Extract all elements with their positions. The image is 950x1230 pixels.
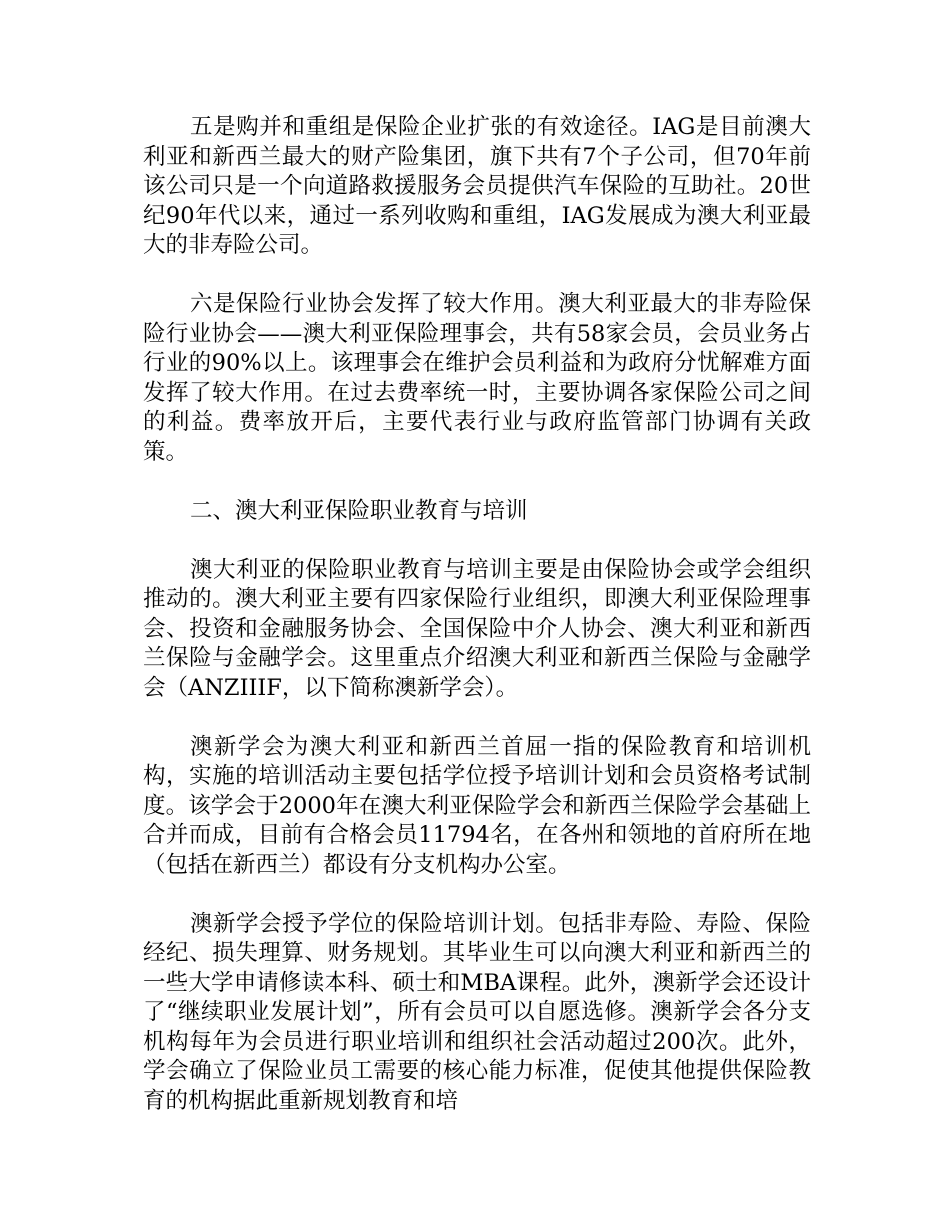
document-page xyxy=(143,113,811,1146)
paragraph-mergers: 五是购并和重组是保险企业扩张的有效途径。IAG是目前澳大利亚和新西兰最大的财产险集团，旗下共有7个子公司，但70年前该公司只是一个向道路救援服务会员提供汽车保险的互助社。20世纪90年代以来，通过一系列收购和重组，IAG发展成为澳大利亚最大的非寿险公司。 xyxy=(143,114,811,258)
paragraph-education-overview: 澳大利亚的保险职业教育与培训主要是由保险协会或学会组织推动的。澳大利亚主要有四家保险行业组织，即澳大利亚保险理事会、投资和金融服务协会、全国保险中介人协会、澳大利亚和新西兰保险与金融学会。这里重点介绍澳大利亚和新西兰保险与金融学会（ANZIIIF，以下简称澳新学会）。 xyxy=(143,556,811,701)
paragraph-degree-programs: 澳新学会授予学位的保险培训计划。包括非寿险、寿险、保险经纪、损失理算、财务规划。其毕业生可以向澳大利亚和新西兰的一些大学申请修读本科、硕士和MBA课程。此外，澳新学会还设计了“继续职业发展计划”，所有会员可以自愿选修。澳新学会各分支机构每年为会员进行职业培训和组织社会活动超过200次。此外，学会确立了保险业员工需要的核心能力标准，促使其他提供保险教育的机构据此重新规划教育和培 xyxy=(143,910,811,1114)
section-heading: 二、澳大利亚保险职业教育与培训 xyxy=(190,497,528,524)
paragraph-anziiif: 澳新学会为澳大利亚和新西兰首屈一指的保险教育和培训机构，实施的培训活动主要包括学位授予培训计划和会员资格考试制度。该学会于2000年在澳大利亚保险学会和新西兰保险学会基础上合并而成，目前有合格会员11794名，在各州和领地的首府所在地（包括在新西兰）都设有分支机构办公室。 xyxy=(143,733,811,878)
paragraph-industry-association: 六是保险行业协会发挥了较大作用。澳大利亚最大的非寿险保险行业协会——澳大利亚保险理事会，共有58家会员，会员业务占行业的90%以上。该理事会在维护会员利益和为政府分忧解难方面发挥了较大作用。在过去费率统一时，主要协调各家保险公司之间的利益。费率放开后，主要代表行业与政府监管部门协调有关政策。 xyxy=(143,291,811,465)
